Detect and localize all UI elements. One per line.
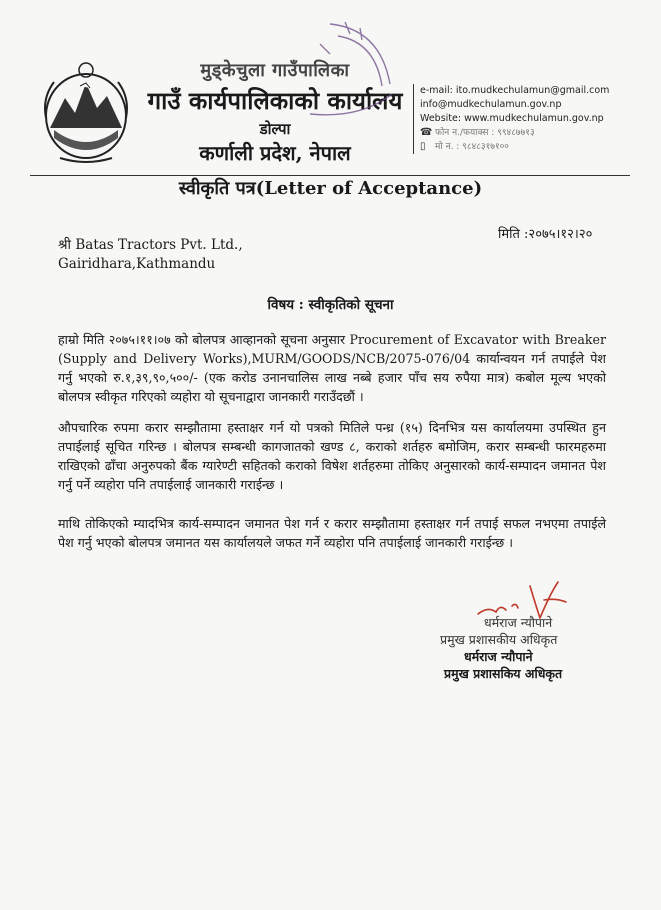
- mobile-icon: ▯: [420, 141, 426, 152]
- office-stamp: [300, 14, 400, 124]
- mobile-line: मो न. : ९८४८३१७१००: [435, 142, 509, 152]
- recipient-name: श्री Batas Tractors Pvt. Ltd.,: [58, 237, 243, 253]
- phone-icon: ☎: [420, 127, 433, 138]
- office-name: गाउँ कार्यपालिकाको कार्यालय: [147, 86, 403, 115]
- recipient-location: Gairidhara,Kathmandu: [58, 256, 216, 272]
- website-line: Website: www.mudkechulamun.gov.np: [420, 113, 604, 124]
- recipient-address: [58, 236, 243, 274]
- letter-date: मिति :२०७५।१२।२०: [498, 227, 593, 242]
- province-name: कर्णाली प्रदेश, नेपाल: [199, 141, 351, 165]
- body-paragraph-1: हाम्रो मिति २०७५।११।०७ को बोलपत्र आव्हानको सूचना अनुसार Procurement of Excavator with Breaker (Supply and Delivery Works),MURM/GOODS/NCB/2075-076/04 कार्यान्वयन गर्न तपाईले पेश गर्नु भएको रु.१,३९,९०,५००/- (एक करोड उनानचालिस लाख नब्बे हजार पाँच सय रुपैया मात्र) कबोल मूल्य भएको बोलपत्र स्वीकृत गरिएको व्यहोरा यो सूचनाद्वारा जानकारी गराउँदछौं ।: [58, 332, 606, 404]
- email-line: e-mail: ito.mudkechulamun@gmail.com: [420, 85, 610, 96]
- signatory-designation-stamp: प्रमुख प्रशासकिय अधिकृत: [444, 666, 563, 681]
- info-email-line: info@mudkechulamun.gov.np: [420, 99, 562, 110]
- signatory-name-stamp: धर्मराज न्यौपाने: [464, 649, 533, 664]
- signatory-designation-handwritten: प्रमुख प्रशासकीय अधिकृत: [440, 632, 558, 647]
- district-name: डोल्पा: [259, 120, 291, 138]
- body-paragraph-3: माथि तोकिएको म्यादभित्र कार्य-सम्पादन जमानत पेश गर्न र करार सम्झौतामा हस्ताक्षर गर्न तपाई सफल नभएमा तपाईले पेश गर्नु भएको बोलपत्र जमानत यस कार्यालयले जफत गर्ने व्यहोरा पनि तपाईलाई जानकारी गराईन्छ ।: [58, 516, 606, 550]
- contact-block: [413, 84, 650, 154]
- municipality-name: मुड्केचुला गाउँपालिका: [200, 60, 350, 81]
- signatory-block: [424, 614, 624, 682]
- letter-title: स्वीकृति पत्र(Letter of Acceptance): [178, 178, 483, 199]
- nepal-emblem-icon: [40, 58, 132, 168]
- body-paragraph-2: औपचारिक रुपमा करार सम्झौतामा हस्ताक्षर गर्न यो पत्रको मितिले पन्ध्र (१५) दिनभित्र यस कार्यालयमा उपस्थित हुन तपाईलाई सूचित गरिन्छ । बोलपत्र सम्बन्धी कागजातको खण्ड ८, कराको शर्तहरु बमोजिम, करार सम्बन्धी फारमहरुमा राखिएको ढाँचा अनुरुपको बैंक ग्यारेण्टी सहितको कराको विषेश शर्तहरुमा तोकिए अनुसारको कार्य-सम्पादन जमानत पेश गर्नु पर्ने व्यहोरा पनि तपाईलाई जानकारी गराईन्छ ।: [58, 420, 606, 492]
- signatory-name-handwritten: धर्मराज न्यौपाने: [484, 615, 553, 630]
- letter-subject: विषय : स्वीकृतिको सूचना: [267, 297, 394, 313]
- phone-line: फोन न./फयाक्स : ९९४८७७१३: [435, 128, 535, 138]
